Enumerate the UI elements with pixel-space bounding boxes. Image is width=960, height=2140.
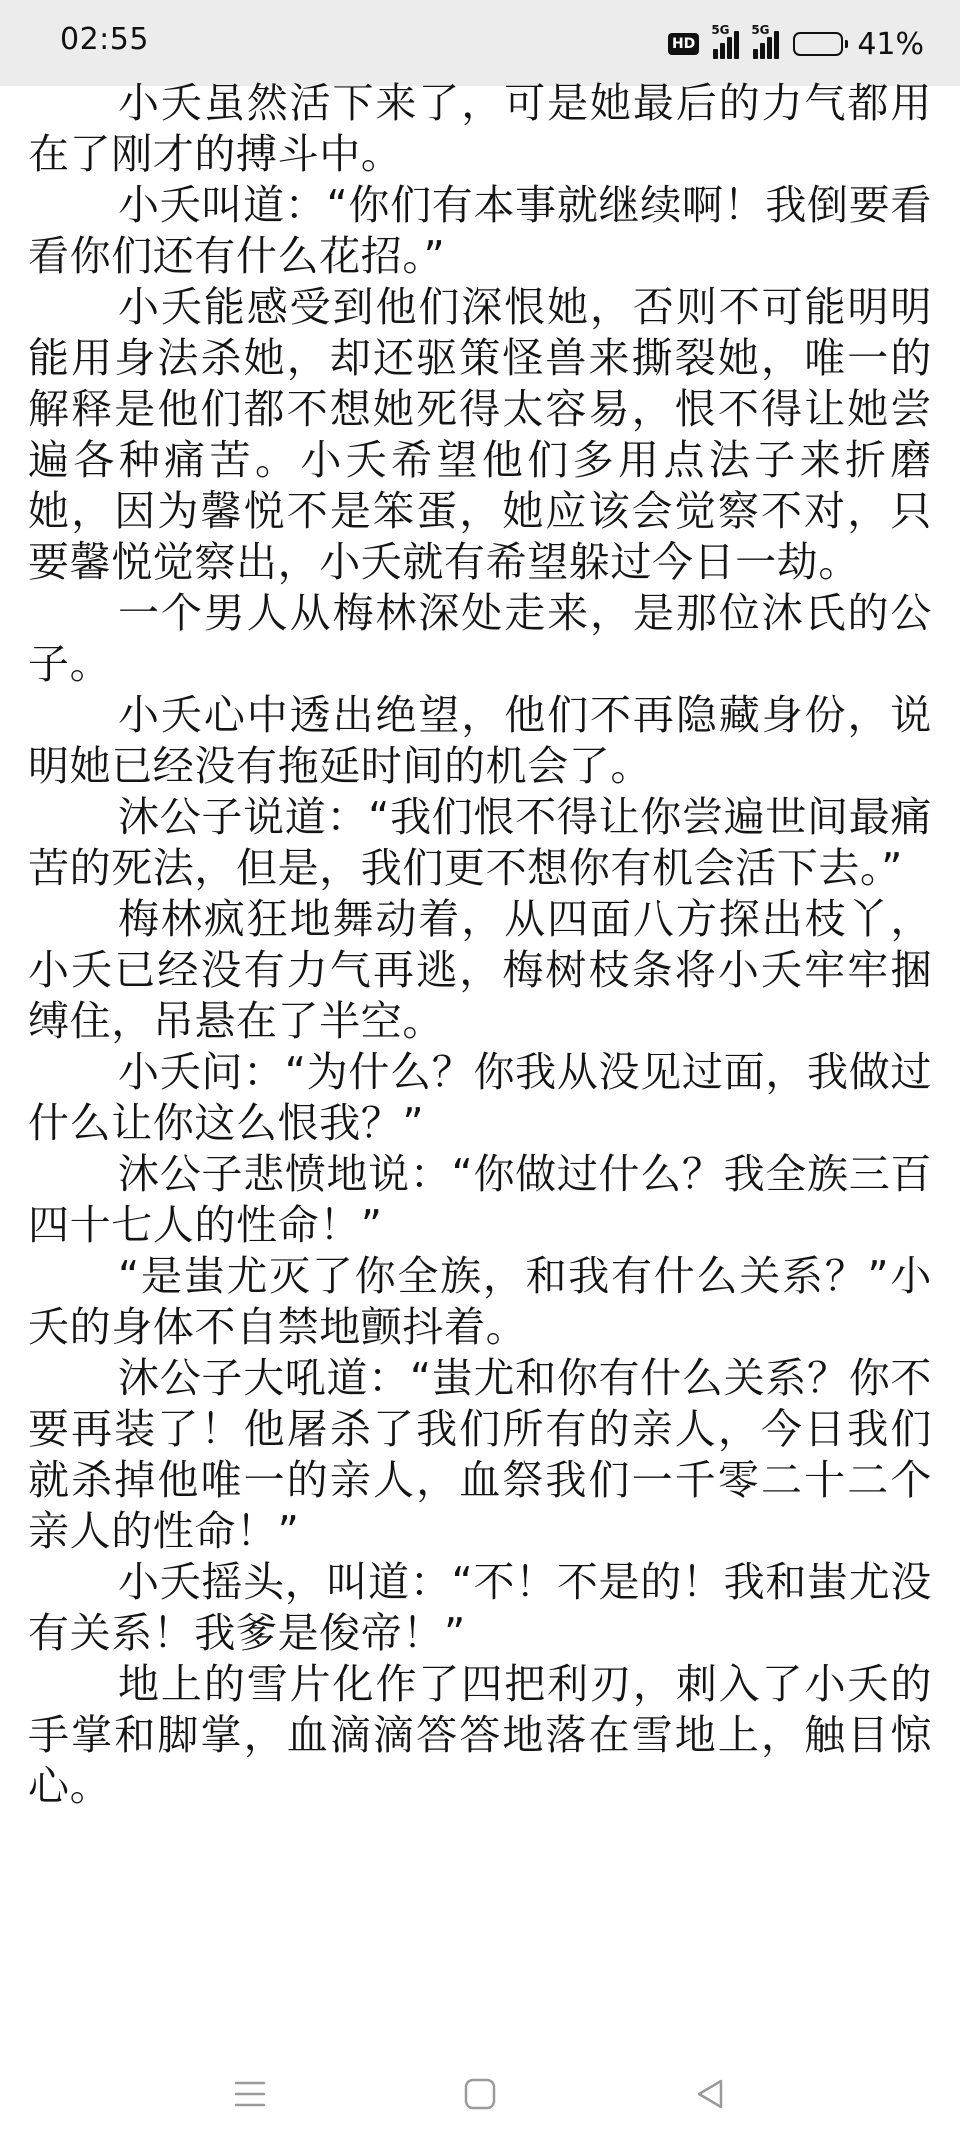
paragraph: 小夭叫道：“你们有本事就继续啊！我倒要看看你们还有什么花招。” (28, 181, 932, 280)
battery-percent: 41% (857, 26, 924, 62)
network-type-label: 5G (711, 23, 730, 37)
paragraph: 地上的雪片化作了四把利刃，刺入了小夭的手掌和脚掌，血滴滴答答地落在雪地上，触目惊心。 (28, 1660, 932, 1810)
status-time: 02:55 (60, 22, 149, 57)
home-square-icon (460, 2074, 500, 2114)
back-button[interactable] (682, 2066, 738, 2122)
paragraph: 小夭心中透出绝望，他们不再隐藏身份，说明她已经没有拖延时间的机会了。 (28, 691, 932, 790)
menu-button[interactable] (222, 2066, 278, 2122)
paragraph: 梅林疯狂地舞动着，从四面八方探出枝丫，小夭已经没有力气再逃，梅树枝条将小夭牢牢捆缚住，吊悬在了半空。 (28, 895, 932, 1045)
home-button[interactable] (452, 2066, 508, 2122)
paragraph: “是蚩尤灭了你全族，和我有什么关系？”小夭的身体不自禁地颤抖着。 (28, 1252, 932, 1351)
hd-voice-icon: HD (668, 33, 699, 55)
menu-icon (230, 2074, 270, 2114)
paragraph: 沐公子悲愤地说：“你做过什么？我全族三百四十七人的性命！” (28, 1150, 932, 1249)
paragraph: 小夭问：“为什么？你我从没见过面，我做过什么让你这么恨我？” (28, 1048, 932, 1147)
paragraph: 小夭虽然活下来了，可是她最后的力气都用在了刚才的搏斗中。 (28, 79, 932, 178)
network-type-label-2: 5G (751, 23, 770, 37)
paragraph: 一个男人从梅林深处走来，是那位沐氏的公子。 (28, 589, 932, 688)
paragraph: 沐公子说道：“我们恨不得让你尝遍世间最痛苦的死法，但是，我们更不想你有机会活下去。” (28, 793, 932, 892)
back-triangle-icon (690, 2074, 730, 2114)
system-nav-bar (0, 2040, 960, 2140)
reader-content[interactable] (28, 0, 932, 2040)
paragraph: 沐公子大吼道：“蚩尤和你有什么关系？你不要再装了！他屠杀了我们所有的亲人，今日我们就杀掉他唯一的亲人，血祭我们一千零二十二个亲人的性命！” (28, 1354, 932, 1555)
paragraph: 小夭能感受到他们深恨她，否则不可能明明能用身法杀她，却还驱策怪兽来撕裂她，唯一的解释是他们都不想她死得太容易，恨不得让她尝遍各种痛苦。小夭希望他们多用点法子来折磨她，因为馨悦不是笨蛋，她应该会觉察不对，只要馨悦觉察出，小夭就有希望躲过今日一劫。 (28, 283, 932, 586)
paragraph: 小夭摇头，叫道：“不！不是的！我和蚩尤没有关系！我爹是俊帝！” (28, 1558, 932, 1657)
